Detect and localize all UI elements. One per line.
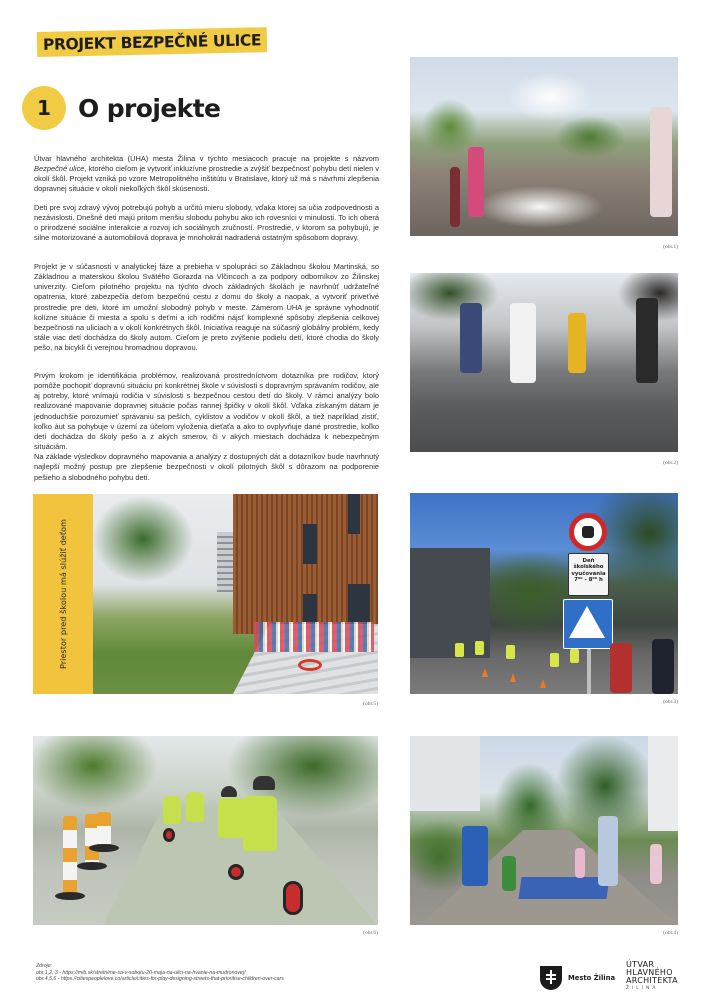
paragraph-intro-text-b: , ktorého cieľom je vytvoriť inkluzívne prostredie a zvýšiť bezpečnosť pohybu detí nielen v okolí škôl. Projekt vzniká po vzore Metropolitného inštitútu v Bratislave, ktorý už má s návrhmi zlepšenia dopravnej situácie v okolí niekoľkých škôl skúsenosti. [34, 164, 380, 194]
child-in-vest [475, 641, 484, 655]
side-panel-label: Priestor pred školou má slúžiť deťom [58, 518, 68, 670]
section-title: O projekte [78, 93, 221, 123]
caption-obr2: (obr.2) [663, 460, 678, 466]
paragraph-children-needs-text: Deti pre svoj zdravý vývoj potrebujú pohyb a určitú mieru slobody, vďaka ktorej sa učia zodpovednosti a nezávislosti. Dnešné deti majú pritom menšiu slobodu pohybu ako ich rovesníci v minulosti. To ich oberá o prirodzené sociálne interakcie a rozvoj ich sociálnych zručností. Prostredie, v ktorom sa pohybujú, je silne motorizované a automobilová doprava je mnohokrát nadradená ostatným spôsobom dopravy. [34, 203, 379, 243]
photo-foam-party [410, 57, 678, 236]
figure-child [502, 856, 516, 891]
sign-plate [568, 553, 609, 596]
photo-school-street-signs [410, 493, 678, 694]
sign-pole [587, 649, 591, 694]
children-line [254, 622, 374, 652]
figure-person [468, 147, 484, 217]
school-scene [93, 494, 378, 694]
project-name-italic: Bezpečné ulice [34, 164, 85, 174]
bollard [63, 816, 77, 896]
house-right [648, 736, 678, 831]
figure-child [460, 303, 482, 373]
figure-child [510, 303, 536, 383]
bike-wheel [163, 828, 175, 842]
sign-plate-line: školského [573, 564, 604, 571]
house-left [410, 736, 480, 811]
figure-adult [598, 816, 618, 886]
figure-adult [636, 298, 658, 383]
photo-street-play [410, 273, 678, 452]
figure-person [450, 167, 460, 227]
section-number-badge: 1 [22, 86, 66, 130]
figure-adult [652, 639, 674, 694]
window [348, 494, 360, 534]
photo-school-front [33, 494, 378, 694]
child-on-bike [163, 796, 181, 824]
source-line: obr.4,5,6 - https://citiespeoplelove.co/article/cities-for-play-designing-streets-that-prioritise-children-over-cars [36, 976, 284, 983]
sign-plate-line: 7⁰⁰ - 8⁰⁰ h [574, 577, 603, 584]
title-banner [37, 27, 268, 57]
window [303, 524, 317, 564]
child-in-vest [455, 643, 464, 657]
paragraph-intro [34, 154, 379, 195]
figure-adult [462, 826, 488, 886]
uha-logo-line: ÚTVAR [626, 960, 655, 969]
side-panel [33, 494, 93, 694]
child-on-bike [186, 792, 204, 822]
caption-obr5: (obr.5) [363, 701, 378, 707]
photo-balance-bikes [33, 736, 378, 925]
uha-logo-line: ARCHITEKTA [626, 976, 678, 986]
figure-child [575, 848, 585, 878]
no-entry-sign-icon [569, 513, 607, 551]
banner-title: PROJEKT BEZPEČNÉ ULICE [42, 31, 262, 54]
helmet [221, 786, 237, 797]
bike-wheel [228, 864, 244, 880]
caption-obr1: (obr.1) [663, 244, 678, 250]
sources-heading: Zdroje: [36, 963, 53, 969]
bollard [97, 812, 111, 848]
paragraph-children-needs [34, 203, 379, 244]
sources [36, 963, 284, 983]
paragraph-project-phase-text: Projekt je v súčasnosti v analytickej fáze a prebieha v spolupráci so Základnou školou Martinská, so Základnou a materskou školou Svätého Gorazda na Vlčincoch a za podpory odborníkov zo Žilinskej univerzity. Cieľom pilotného projektu na týchto dvoch základných školách je navrhnúť udržateľné opatrenia, ktoré zabezpečia deťom bezpečnú cestu z domu do školy a naopak, a vytvoriť priveťivé prostredie pre deti, ktoré im umožní slobodný pohyb v meste. Zámerom ÚHA je správne vyhodnotiť kolízne situácie či miesta a spolu s deťmi a ich rodičmi nájsť komplexné spôsoby zlepšenia celkovej bezpečnosti na uliciach a v okolí konkrétnych škôl. Iniciatíva reaguje na súčasný globálny problém, kedy stále viac detí dochádza do školy autom. Cieľom je preto zvýšenie podielu detí, ktoré chodia do školy pešo, na bicykli či verejnou hromadnou dopravou. [34, 262, 379, 353]
source-line: obr.1,2, 3 - https://mib.sk/stretnime-sa-v-sobotu-20-maja-na-ulici-na-hvanie-na-mudronovej/ [36, 969, 246, 976]
figure-child [650, 844, 662, 884]
child-on-bike [243, 796, 277, 851]
traffic-cone [482, 668, 488, 677]
child-on-bike [218, 798, 244, 838]
paragraph-project-phase [34, 262, 379, 353]
paragraph-conclusion-text: Na základe výsledkov dopravného mapovania a analýzy z dostupných dát a dotazníkov bude navrhnutý najlepší možný postup pre zlepšenie bezpečnosti v okolí pilotných škôl s dôrazom na podporenie pešieho a slobodného pohybu detí. [34, 452, 379, 482]
child-in-vest [550, 653, 559, 667]
figure-person [650, 107, 672, 217]
helmet [253, 776, 275, 790]
paragraph-first-step [34, 371, 379, 483]
pedestrian-crossing-sign-icon [563, 599, 613, 649]
tricycle [298, 659, 322, 671]
bike-wheel [283, 881, 303, 915]
city-crest-icon [540, 966, 562, 990]
mesto-zilina-logo [540, 966, 615, 990]
sign-plate-line: Deň [582, 558, 595, 564]
wooden-facade [233, 494, 378, 634]
traffic-cone [540, 679, 546, 688]
city-logo-text: Mesto Žilina [568, 974, 616, 982]
paragraph-first-step-text: Prvým krokom je identifikácia problémov, realizovaná prostredníctvom dotazníka pre rodičov, ktorý pomôže pochopiť dopravnú situáciu pri konkrétnej škole v súvislosti s dopravným správaním rodičov, ale aj potreby, ktoré vnímajú rodičia v súvislosti s bezpečnou cestou detí do školy. V rámci analýzy bolo realizované mapovanie dopravnej situácie počas rannej špičky v okolí škôl. Vďaka získaným dátam je jednoduchšie porozumieť správaniu sa peších, cyklistov a vodičov v okolí škôl, a tiež napríklad zistiť, koľko áut sa pohybuje v území za účelom vyloženia dieťaťa a ako to ovplyvňuje dané prostredie, koľko detí dochádza do školy pešo a z akých smerov, či v akých miestach dochádza k nebezpečným situáciám. [34, 371, 379, 452]
photo-car-free-street [410, 736, 678, 925]
uha-logo-city: ŽILINA [626, 985, 659, 991]
paragraph-intro-text-a: Útvar hlavného architekta (ÚHA) mesta Žilina v týchto mesiacoch pracuje na projekte s názvom [34, 154, 379, 163]
window [348, 584, 370, 624]
uha-logo [626, 961, 678, 992]
uha-logo-line: HLAVNÉHO [626, 968, 673, 978]
figure-adult [610, 643, 632, 693]
painted-mural [518, 877, 609, 899]
window [303, 594, 317, 624]
caption-obr4: (obr.4) [663, 930, 678, 936]
figure-child [568, 313, 586, 373]
child-in-vest [570, 649, 579, 663]
child-in-vest [506, 645, 515, 659]
caption-obr3: (obr.3) [663, 699, 678, 705]
sign-plate-line: vyučovania [571, 570, 606, 577]
traffic-cone [510, 673, 516, 682]
section-heading [22, 86, 220, 130]
caption-obr6: (obr.6) [363, 930, 378, 936]
